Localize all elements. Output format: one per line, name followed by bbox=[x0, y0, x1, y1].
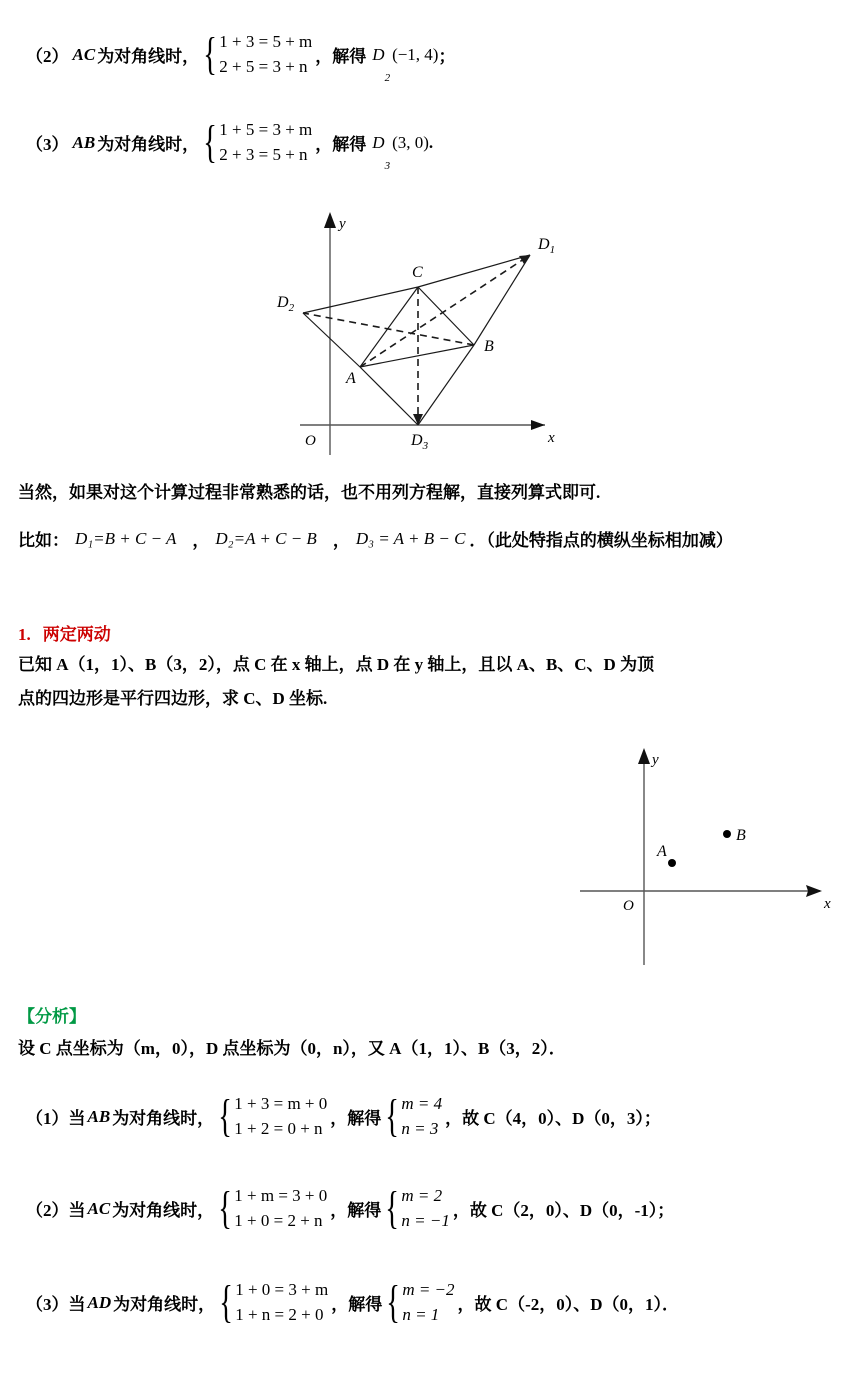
solution-lead-text: 为对角线时， bbox=[112, 1201, 215, 1221]
solution-lead-text: 为对角线时， bbox=[97, 135, 200, 155]
equation-system bbox=[214, 1092, 327, 1141]
x-axis-label: x bbox=[824, 896, 831, 912]
point-label-b: B bbox=[484, 338, 494, 355]
analysis-solution-3 bbox=[26, 1278, 679, 1327]
solution-index: （1） bbox=[26, 1109, 69, 1129]
origin-label: O bbox=[623, 898, 634, 914]
x-axis-label: x bbox=[548, 430, 555, 446]
result-line: m = 2 bbox=[401, 1186, 443, 1205]
solution-index: （2） bbox=[26, 1201, 69, 1221]
point-label-a: A bbox=[346, 370, 356, 387]
solution-lead-pre: 当 bbox=[68, 1295, 86, 1315]
point-label-d2: $D_2$ bbox=[277, 294, 295, 314]
equation-system bbox=[215, 1278, 328, 1327]
result-value: (3, 0) bbox=[392, 132, 429, 152]
section-title: 两定两动 bbox=[42, 625, 111, 644]
equation-line: 1 + 3 = 5 + m bbox=[219, 32, 313, 51]
figure-parallelogram-construction bbox=[0, 0, 842, 470]
point-dot-b bbox=[723, 830, 731, 838]
result-point: D bbox=[372, 132, 385, 152]
solution-lead-pre: 当 bbox=[68, 1201, 86, 1221]
problem-statement-line-2: 点的四边形是平行四边形，求 C、D 坐标. bbox=[18, 689, 328, 708]
brace-left: { bbox=[386, 1276, 401, 1328]
analysis-setup: 设 C 点坐标为（m，0），D 点坐标为（0，n），又 A（1，1）、B（3，2）． bbox=[18, 1039, 566, 1058]
dashed-arrow-d1 bbox=[519, 255, 530, 264]
solution-lead-text: 为对角线时， bbox=[97, 47, 200, 67]
problem-statement-line-1: 已知 A（1，1）、B（3，2），点 C 在 x 轴上，点 D 在 y 轴上，且以 A、B、C、D 为顶 bbox=[18, 655, 655, 674]
y-axis-label: y bbox=[652, 752, 659, 768]
brace-left: { bbox=[203, 28, 218, 80]
equation-line: 1 + 3 = m + 0 bbox=[234, 1094, 328, 1113]
solution-subject: AB bbox=[87, 1106, 111, 1126]
solution-index: （2） bbox=[26, 47, 69, 67]
section-heading bbox=[18, 620, 111, 645]
result-subscript: 3 bbox=[384, 160, 391, 173]
result-system bbox=[381, 1184, 450, 1233]
solution-connector: ，解得 bbox=[330, 1109, 382, 1129]
brace-left: { bbox=[218, 1090, 233, 1142]
point-label-d1: $D_1$ bbox=[538, 236, 556, 256]
solution-connector: ，解得 bbox=[315, 47, 367, 67]
point-label-a: A bbox=[657, 843, 667, 860]
result-line: n = 1 bbox=[402, 1304, 440, 1324]
solution-tail: . bbox=[428, 132, 434, 152]
solution-lead-pre: 当 bbox=[68, 1109, 86, 1129]
equation-line: 1 + n = 2 + 0 bbox=[235, 1304, 324, 1324]
axes bbox=[580, 754, 820, 965]
result-system bbox=[381, 1092, 442, 1141]
result-subscript: 2 bbox=[384, 72, 391, 85]
result-line: n = −1 bbox=[401, 1210, 450, 1230]
analysis-solution-1 bbox=[26, 1092, 661, 1141]
formula-item: D₂=A + C − B bbox=[215, 528, 317, 548]
formula-item: D₃ = A + B − C bbox=[355, 528, 466, 548]
solution-connector: ，解得 bbox=[330, 1201, 382, 1221]
analysis-heading: 【分析】 bbox=[18, 1007, 86, 1026]
formula-prefix: 比如： bbox=[18, 531, 69, 550]
result-value: (−1, 4) bbox=[392, 44, 439, 64]
equation-line: 2 + 5 = 3 + n bbox=[219, 56, 308, 76]
y-axis-label: y bbox=[339, 216, 346, 232]
solution-conclusion: ，故 C（-2，0）、D（0，1）． bbox=[457, 1295, 680, 1315]
solution-lead-text: 为对角线时， bbox=[112, 1109, 215, 1129]
equation-line: 2 + 3 = 5 + n bbox=[219, 144, 308, 164]
formula-item: D₁=B + C − A bbox=[75, 528, 177, 548]
x-axis-arrow bbox=[531, 420, 545, 430]
y-axis-arrow bbox=[638, 748, 650, 764]
point-label-b: B bbox=[736, 827, 746, 844]
solution-subject: AC bbox=[72, 44, 96, 64]
equation-line: 1 + m = 3 + 0 bbox=[234, 1186, 328, 1205]
equation-line: 1 + 2 = 0 + n bbox=[234, 1118, 323, 1138]
y-axis-arrow bbox=[324, 212, 336, 228]
equation-system bbox=[214, 1184, 327, 1233]
result-point: D bbox=[372, 44, 385, 64]
figure-coordinate-plane-ab bbox=[560, 730, 842, 970]
result-line: m = 4 bbox=[401, 1094, 443, 1113]
brace-left: { bbox=[385, 1090, 400, 1142]
section-number: 1. bbox=[18, 625, 31, 644]
point-label-d3: $D_3$ bbox=[411, 432, 429, 452]
solution-subject: AB bbox=[72, 132, 96, 152]
equation-line: 1 + 5 = 3 + m bbox=[219, 120, 313, 139]
equation-line: 1 + 0 = 2 + n bbox=[234, 1210, 323, 1230]
brace-left: { bbox=[203, 116, 218, 168]
brace-left: { bbox=[218, 1182, 233, 1234]
origin-label: O bbox=[305, 433, 316, 449]
solution-lead-text: 为对角线时， bbox=[113, 1295, 216, 1315]
solution-connector: ，解得 bbox=[315, 135, 367, 155]
brace-left: { bbox=[385, 1182, 400, 1234]
formula-line: 比如： D₁=B + C − A ， D₂=A + C − B ， D₃ = A + B − C ．（此处特指点的横纵坐标相加减） bbox=[18, 526, 733, 551]
result-line: n = 3 bbox=[401, 1118, 439, 1138]
point-label-c: C bbox=[412, 264, 423, 281]
brace-left: { bbox=[219, 1276, 234, 1328]
solution-subject: AD bbox=[87, 1292, 112, 1312]
equation-line: 1 + 0 = 3 + m bbox=[235, 1280, 329, 1299]
analysis-solution-2 bbox=[26, 1184, 674, 1233]
solution-tail: ； bbox=[438, 47, 456, 67]
solution-conclusion: ，故 C（4，0）、D（0，3）； bbox=[445, 1109, 661, 1129]
result-line: m = −2 bbox=[402, 1280, 455, 1299]
solution-index: （3） bbox=[26, 135, 69, 155]
formula-tail: ．（此处特指点的横纵坐标相加减） bbox=[469, 531, 733, 550]
solution-conclusion: ，故 C（2，0）、D（0，-1）； bbox=[452, 1201, 675, 1221]
point-dot-a bbox=[668, 859, 676, 867]
solution-index: （3） bbox=[26, 1295, 69, 1315]
solution-connector: ，解得 bbox=[331, 1295, 383, 1315]
solution-subject: AC bbox=[87, 1198, 111, 1218]
result-system bbox=[382, 1278, 454, 1327]
x-axis-arrow bbox=[806, 885, 822, 897]
note-line: 当然，如果对这个计算过程非常熟悉的话，也不用列方程解，直接列算式即可. bbox=[18, 483, 601, 502]
